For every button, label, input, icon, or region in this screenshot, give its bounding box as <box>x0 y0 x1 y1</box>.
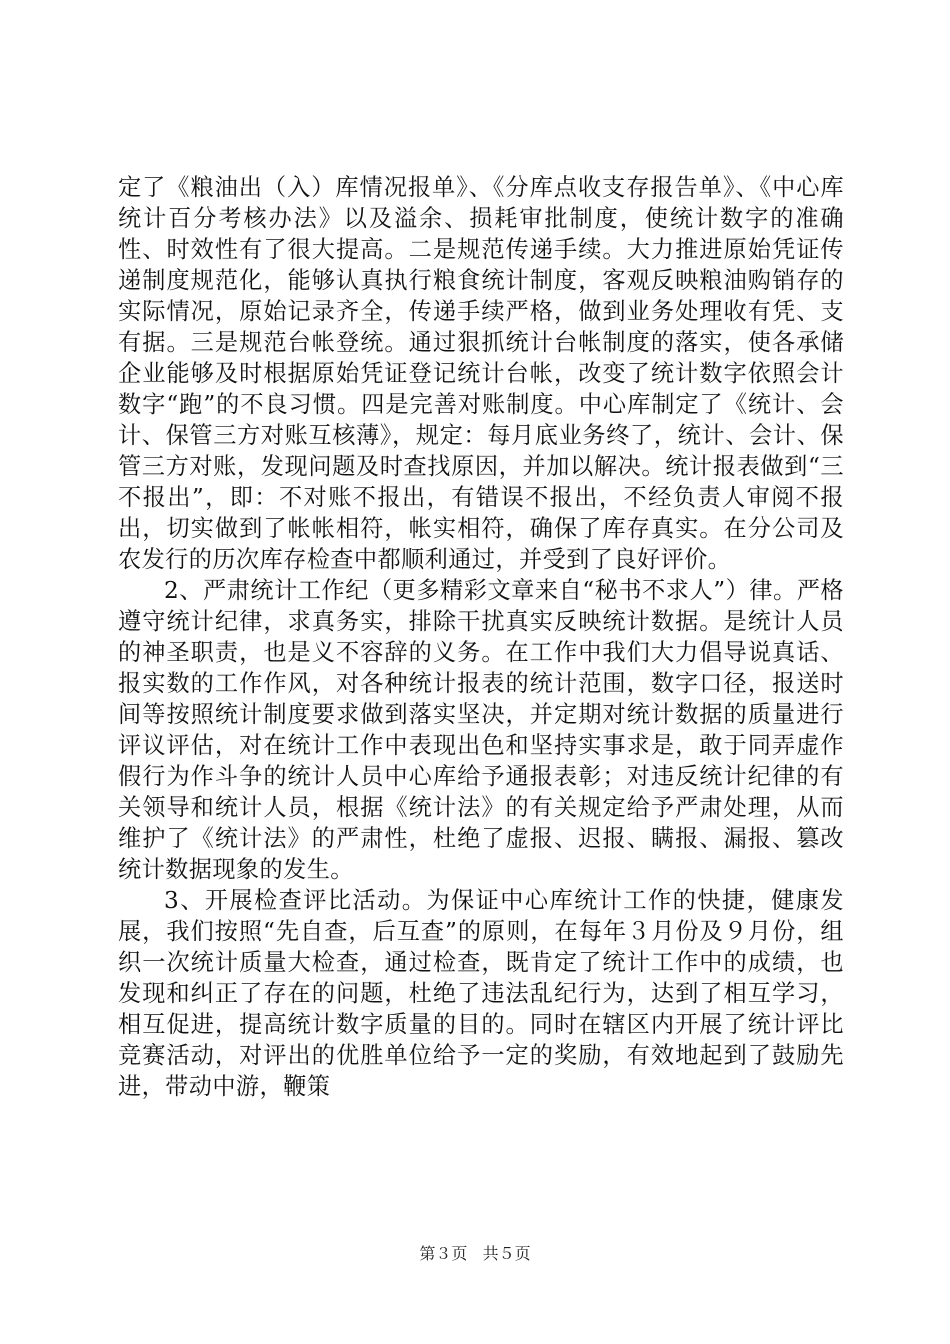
paragraph-item-3: 3、开展检查评比活动。为保证中心库统计工作的快捷，健康发展，我们按照“先自查，后互查”的原则，在每年３月份及９月份，组织一次统计质量大检查，通过检查，既肯定了统计工作中的成绩，也发现和纠正了存在的问题，杜绝了违法乱纪行为，达到了相互学习，相互促进，提高统计数字质量的目的。同时在辖区内开展了统计评比竞赛活动，对评出的优胜单位给予一定的奖励，有效地起到了鼓励先进，带动中游，鞭策 <box>118 887 844 1100</box>
page-separator <box>472 1244 477 1263</box>
page-footer <box>0 1244 950 1264</box>
paragraph-continuation: 定了《粮油出（入）库情况报单》、《分库点收支存报告单》、《中心库统计百分考核办法》以及溢余、损耗审批制度，使统计数字的准确性、时效性有了很大提高。二是规范传递手续。大力推进原始凭证传递制度规范化，能够认真执行粮食统计制度，客观反映粮油购销存的实际情况，原始记录齐全，传递手续严格，做到业务处理收有凭、支有据。三是规范台帐登统。通过狠抓统计台帐制度的落实，使各承储企业能够及时根据原始凭证登记统计台帐，改变了统计数字依照会计数字“跑”的不良习惯。四是完善对账制度。中心库制定了《统计、会计、保管三方对账互核薄》，规定：每月底业务终了，统计、会计、保管三方对账，发现问题及时查找原因，并加以解决。统计报表做到“三不报出”，即：不对账不报出，有错误不报出，不经负责人审阅不报出，切实做到了帐帐相符，帐实相符，确保了库存真实。在分公司及农发行的历次库存检查中都顺利通过，并受到了良好评价。 <box>118 174 844 573</box>
page-number: 第３页 <box>419 1244 468 1263</box>
document-body <box>118 172 844 1102</box>
page-total: 共５页 <box>482 1244 531 1263</box>
paragraph-item-2: 2、严肃统计工作纪（更多精彩文章来自“秘书不求人”）律。严格遵守统计纪律，求真务实，排除干扰真实反映统计数据。是统计人员的神圣职责，也是义不容辞的义务。在工作中我们大力倡导说真话、报实数的工作作风，对各种统计报表的统计范围，数字口径，报送时间等按照统计制度要求做到落实坚决，并定期对统计数据的质量进行评议评估，对在统计工作中表现出色和坚持实事求是，敢于同弄虚作假行为作斗争的统计人员中心库给予通报表彰；对违反统计纪律的有关领导和统计人员，根据《统计法》的有关规定给予严肃处理，从而维护了《统计法》的严肃性，杜绝了虚报、迟报、瞒报、漏报、篡改统计数据现象的发生。 <box>118 577 844 883</box>
